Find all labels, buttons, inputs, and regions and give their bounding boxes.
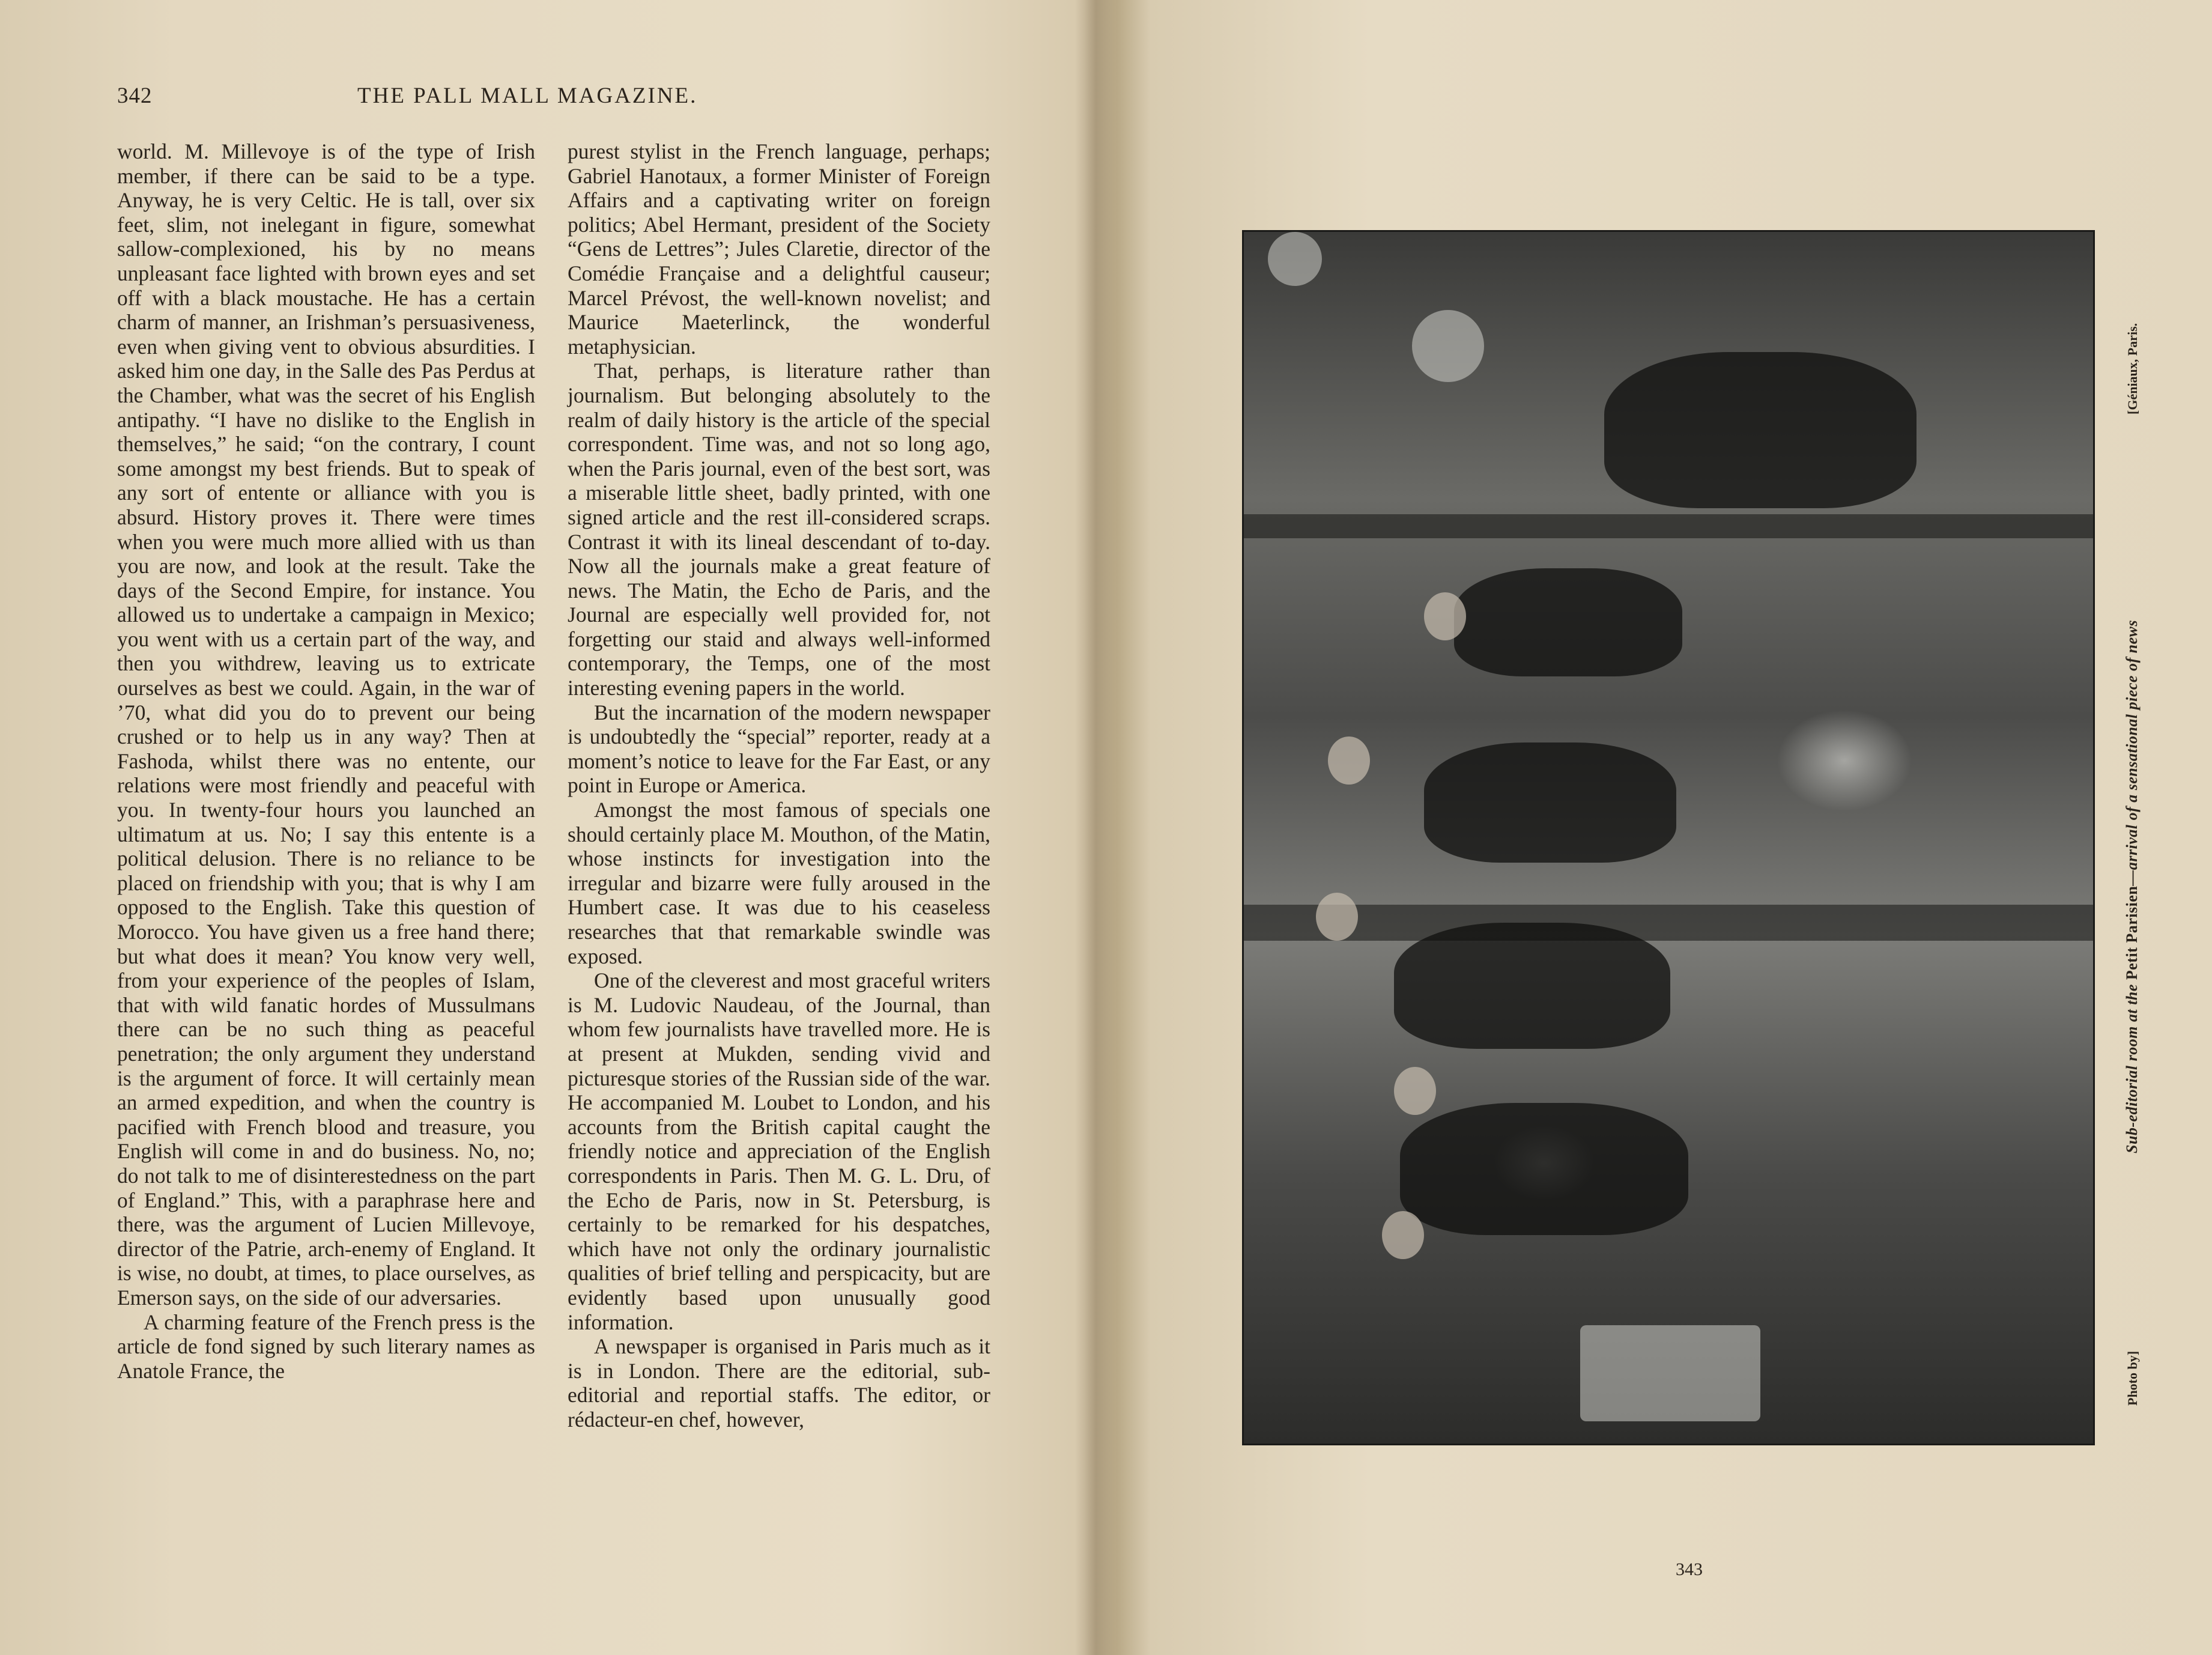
text-column-2 — [568, 139, 990, 1432]
running-head — [117, 83, 1054, 113]
paragraph: But the incarnation of the modern newspaper is undoubtedly the “special” reporter, ready at a moment’s notice to leave for the Far East, or any point in Europe or America. — [568, 700, 990, 798]
photo-credit-name: [Géniaux, Paris. — [2125, 323, 2140, 415]
paragraph: purest stylist in the French language, perhaps; Gabriel Hanotaux, a former Minister of Foreign Affairs and a captivating writer on foreign politics; Abel Hermant, president of the Society “Gens de Lettres”; Jules Claretie, director of the Comédie Française and a delightful causeur; Marcel Prévost, the well-known novelist; and Maurice Maeterlinck, the wonderful metaphysician. — [568, 139, 990, 359]
paragraph: That, perhaps, is literature rather than journalism. But belonging absolutely to the realm of daily history is the article of the special correspondent. Time was, and not so long ago, when the Paris journal, even of the best sort, was a miserable little sheet, badly printed, with one signed article and the rest ill-considered scraps. Contrast it with its lineal descendant of to-day. Now all the journals make a great feature of news. The Matin, the Echo de Paris, and the Journal are especially well provided for, not forgetting our staid and always well-informed contemporary, the Temps, one of the most interesting evening papers in the world. — [568, 359, 990, 700]
paragraph: Amongst the most famous of specials one should certainly place M. Mouthon, of the Matin, whose instincts for investigation into the irregular and bizarre were fully aroused in the Humbert case. It was due to his ceaseless researches that that remarkable swindle was exposed. — [568, 798, 990, 968]
photo-caption — [2123, 620, 2141, 1153]
paragraph: world. M. Millevoye is of the type of Irish member, if there can be said to be a type. Anyway, he is very Celtic. He is tall, over six feet, slim, not inelegant in figure, somewhat sallow-complexioned, his by no means unpleasant face lighted with brown eyes and set off with a black moustache. He has a certain charm of manner, an Irishman’s persuasiveness, even when giving vent to obvious absurdities. I asked him one day, in the Salle des Pas Perdus at the Chamber, what was the secret of his English antipathy. “I have no dislike to the English in themselves,” he said; “on the contrary, I count some amongst my best friends. But to speak of any sort of entente or alliance with you is absurd. History proves it. There were times when you were much more allied with us than you are now, and look at the result. Take the days of the Second Empire, for instance. You allowed us to undertake a campaign in Mexico; you went with us a certain part of the way, and then you withdrew, leaving us to extricate ourselves as best we could. Again, in the war of ’70, what did you do to prevent our being crushed or to help us in any way? Then at Fashoda, whilst there was no entente, our relations were most friendly and peaceful with you. In twenty-four hours you launched an ultimatum at us. No; I say this entente is a political delusion. There is no reliance to be placed on friendship with you; that is why I am opposed to the English. Take this question of Morocco. You have given us a free hand there; but what does it mean? You know very well, from your experience of the peoples of Islam, that with wild fanatic hordes of Mussulmans there can be no such thing as peaceful penetration; the only argument they understand is the argument of force. It will certainly mean an armed expedition, and when the country is pacified with French blood and treasure, you English will come in and do business. No, no; do not talk to me of disinterestedness on the part of England.” This, with a paraphrase here and there, was the argument of Lucien Millevoye, director of the Patrie, arch-enemy of England. It is wise, no doubt, at times, to place ourselves, as Emerson says, on the side of our adversaries. — [117, 139, 535, 1310]
paragraph: A newspaper is organised in Paris much as it is in London. There are the editorial, sub-editorial and reportial staffs. The editor, or rédacteur-en chef, however, — [568, 1334, 990, 1432]
photo-figure — [1400, 1103, 1688, 1235]
caption-text-end: —arrival of a sensational piece of news — [2123, 619, 2141, 886]
photo-lamp — [1412, 310, 1484, 382]
magazine-title: THE PALL MALL MAGAZINE. — [357, 84, 698, 108]
photo-shadow-band — [1244, 514, 2095, 538]
photo-face — [1424, 592, 1466, 640]
photo-face — [1316, 893, 1358, 941]
page-number-left: 342 — [117, 84, 153, 108]
photo-figure — [1424, 742, 1676, 863]
photo-figure — [1394, 923, 1670, 1049]
text-column-1 — [117, 139, 535, 1383]
photo-shadow-band — [1244, 905, 2095, 941]
photo-face — [1382, 1211, 1424, 1259]
photo-figure — [1604, 352, 1917, 508]
paragraph: One of the cleverest and most graceful writers is M. Ludovic Naudeau, of the Journal, than whom few journalists have travelled more. He is at present at Mukden, sending vivid and picturesque stories of the Russian side of the war. He accompanied M. Loubet to London, and his accounts from the British capital caught the friendly notice and appreciation of the English correspondents in Paris. Then M. G. L. Dru, of the Echo de Paris, now in St. Petersburg, is certainly to be remarked for his despatches, which have not only the ordinary journalistic qualities of brief telling and perspicacity, but are evidently based upon unusually good information. — [568, 968, 990, 1334]
book-gutter — [1075, 0, 1117, 1655]
caption-text: Sub-editorial room at the — [2123, 980, 2141, 1153]
newsroom-photograph — [1242, 230, 2095, 1445]
caption-newspaper-name: Petit Parisien — [2123, 885, 2141, 980]
photo-lamp — [1268, 232, 1322, 286]
photo-face — [1328, 736, 1370, 785]
paragraph: A charming feature of the French press is the article de fond signed by such literary names as Anatole France, the — [117, 1310, 535, 1383]
photo-paper-stack — [1580, 1325, 1760, 1421]
page-number-right: 343 — [1676, 1559, 1703, 1579]
photo-credit-label: Photo by] — [2125, 1350, 2140, 1406]
photo-figure — [1454, 568, 1682, 676]
photo-face — [1394, 1067, 1436, 1115]
